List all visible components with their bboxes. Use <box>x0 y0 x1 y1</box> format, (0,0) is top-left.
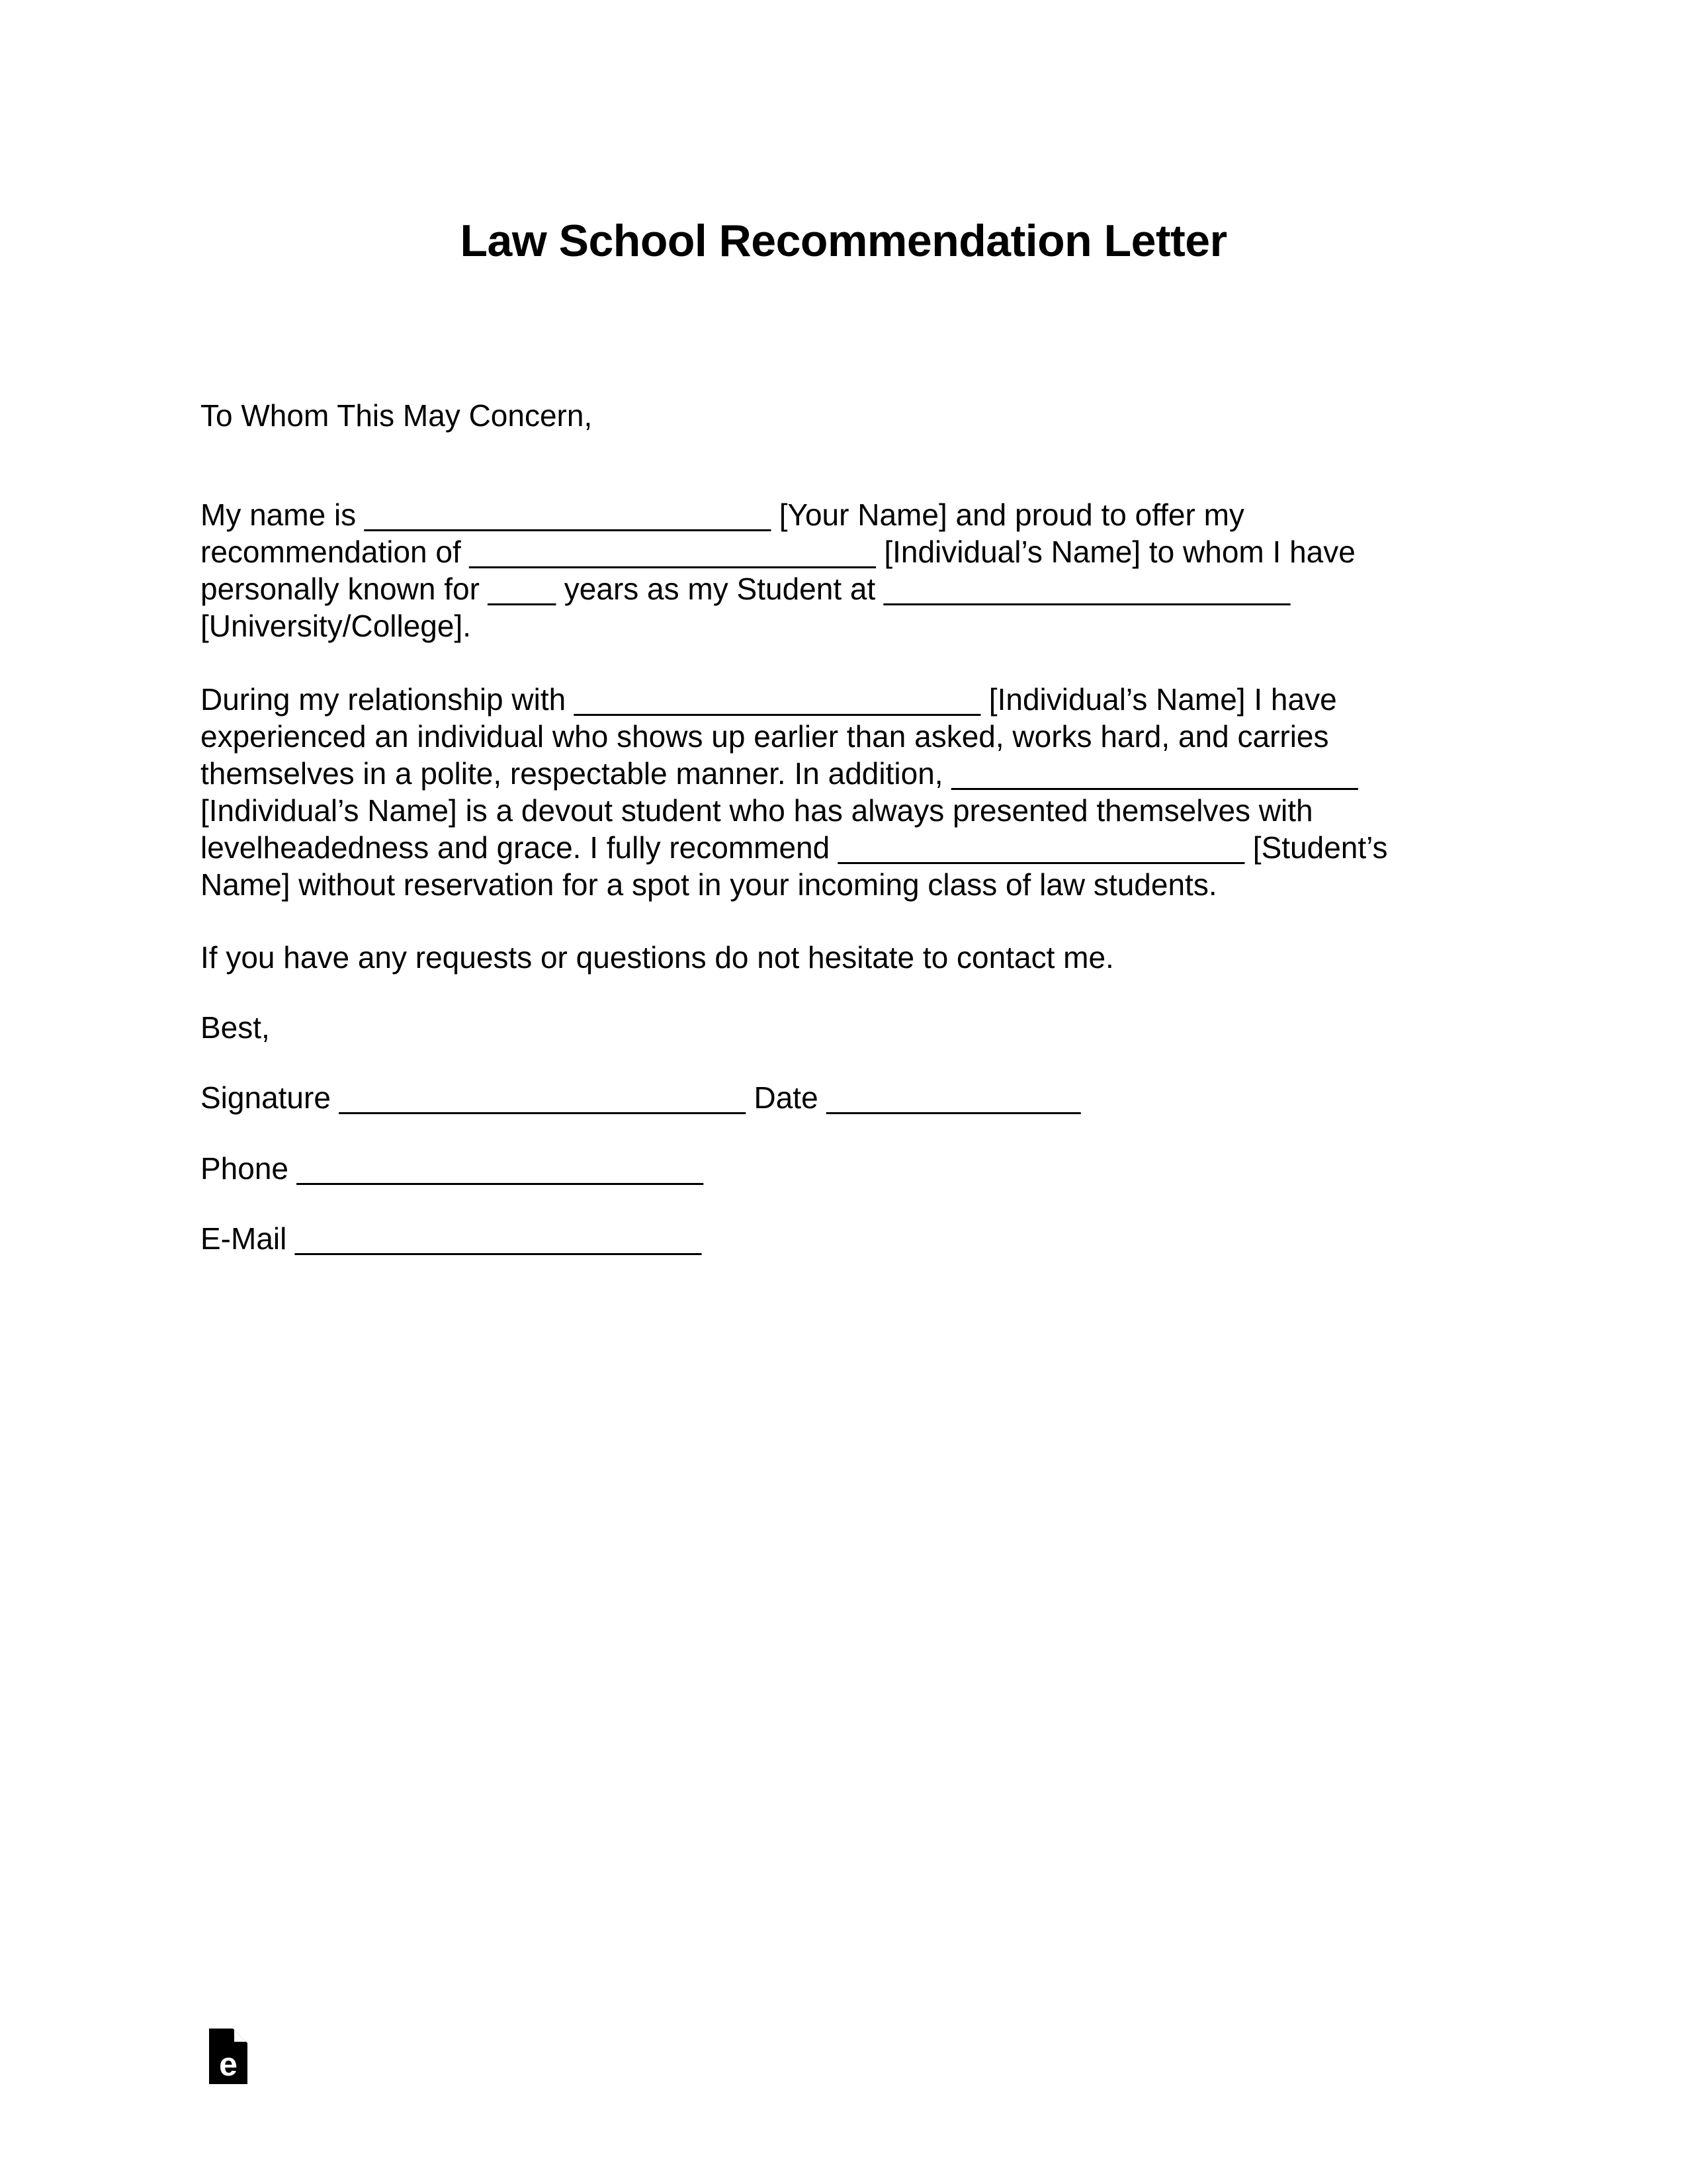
p2-text-d: [Student’s Name] without reservation for a spot in your incoming class of law students. <box>200 830 1388 902</box>
email-blank[interactable]: ________________________ <box>295 1221 702 1256</box>
paragraph-contact <box>200 939 1411 976</box>
letter-body <box>200 397 1411 1257</box>
signature-blank[interactable]: ________________________ <box>339 1080 746 1115</box>
p3-text: If you have any requests or questions do not hesitate to contact me. <box>200 940 1114 975</box>
individual-name-blank-3[interactable]: ________________________ <box>951 756 1358 791</box>
university-college-blank[interactable]: ________________________ <box>884 572 1291 607</box>
p2-text-b: [Individual’s Name] I have experienced an individual who shows up earlier than asked, works hard, and carries themselves in a polite, respectable manner. In addition, <box>200 681 1337 791</box>
signature-date-row <box>200 1079 1411 1116</box>
p1-text-d: years as my Student at <box>556 572 885 607</box>
signature-label: Signature <box>200 1080 339 1115</box>
p1-text-b: [Your Name] and proud to offer my recommendation of <box>200 498 1244 570</box>
individual-name-blank-2[interactable]: ________________________ <box>574 681 981 717</box>
individual-name-blank-1[interactable]: ________________________ <box>469 535 876 570</box>
p2-text-a: During my relationship with <box>200 681 575 717</box>
phone-blank[interactable]: ________________________ <box>296 1151 703 1186</box>
paragraph-body <box>200 681 1411 904</box>
date-label: Date <box>745 1080 827 1115</box>
page-title: Law School Recommendation Letter <box>460 216 1227 266</box>
email-label: E-Mail <box>200 1221 296 1256</box>
folded-corner-icon <box>234 2030 246 2042</box>
closing-text: Best, <box>200 1010 270 1045</box>
p1-text-a: My name is <box>200 498 365 533</box>
phone-row <box>200 1150 1411 1187</box>
date-blank[interactable]: _______________ <box>826 1080 1081 1115</box>
phone-label: Phone <box>200 1151 297 1186</box>
eforms-logo <box>209 2029 247 2084</box>
your-name-blank[interactable]: ________________________ <box>364 498 771 533</box>
p1-text-c: [Individual’s Name] to whom I have personally known for <box>200 535 1356 607</box>
logo-letter: e <box>219 2046 238 2083</box>
salutation-line <box>200 397 1411 434</box>
closing-line <box>200 1009 1411 1046</box>
student-name-blank[interactable]: ________________________ <box>838 830 1245 865</box>
salutation-text: To Whom This May Concern, <box>200 398 593 433</box>
paragraph-introduction <box>200 496 1411 644</box>
email-row <box>200 1220 1411 1257</box>
p1-text-e: [University/College]. <box>200 609 472 644</box>
p2-text-c: [Individual’s Name] is a devout student who has always presented themselves with levelheadedness and grace. I fully recommend <box>200 793 1313 865</box>
years-known-blank[interactable]: ____ <box>488 572 556 607</box>
